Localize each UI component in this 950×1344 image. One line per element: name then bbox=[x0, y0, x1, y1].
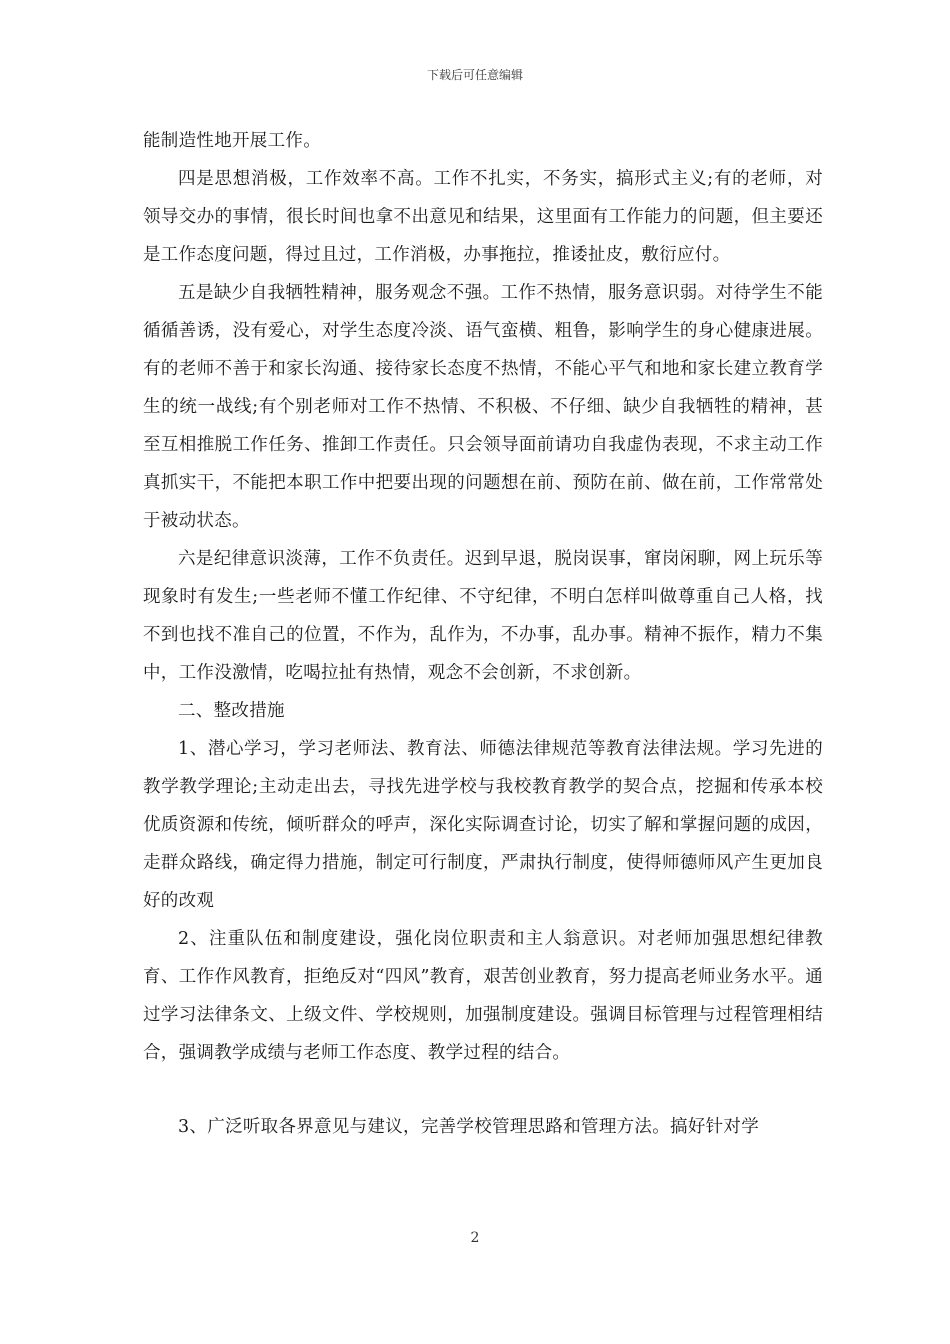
page-number: 2 bbox=[470, 1230, 480, 1246]
measure-3: 3、广泛听取各界意见与建议，完善学校管理思路和管理方法。搞好针对学 bbox=[178, 1117, 760, 1137]
paragraph-gap bbox=[143, 1072, 823, 1108]
measure-1: 1、潜心学习，学习老师法、教育法、师德法律规范等教育法律法规。学习先进的教学教学理论;主动走出去，寻找先进学校与我校教育教学的契合点，挖掘和传承本校优质资源和传统，倾听群众的呼声，深化实际调查讨论，切实了解和掌握问题的成因，走群众路线，确定得力措施，制定可行制度，严肃执行制度，使得师德师风产生更加良好的改观 bbox=[143, 739, 823, 911]
section-heading: 二、整改措施 bbox=[178, 701, 285, 721]
page-header: 下载后可任意编辑 bbox=[426, 68, 523, 82]
measure-2: 2、注重队伍和制度建设，强化岗位职责和主人翁意识。对老师加强思想纪律教育、工作作风教育，拒绝反对“四风”教育，艰苦创业教育，努力提高老师业务水平。通过学习法律条文、上级文件、学校规则，加强制度建设。强调目标管理与过程管理相结合，强调教学成绩与老师工作态度、教学过程的结合。 bbox=[143, 929, 823, 1063]
paragraph-continuation: 能制造性地开展工作。 bbox=[143, 131, 321, 151]
paragraph-five: 五是缺少自我牺牲精神，服务观念不强。工作不热情，服务意识弱。对待学生不能循循善诱，没有爱心，对学生态度冷淡、语气蛮横、粗鲁，影响学生的身心健康进展。有的老师不善于和家长沟通、接待家长态度不热情，不能心平气和地和家长建立教育学生的统一战线;有个别老师对工作不热情、不积极、不仔细、缺少自我牺牲的精神，甚至互相推脱工作任务、推卸工作责任。只会领导面前请功自我虚伪表现，不求主动工作真抓实干，不能把本职工作中把要出现的问题想在前、预防在前、做在前，工作常常处于被动状态。 bbox=[143, 283, 823, 531]
paragraph-four: 四是思想消极，工作效率不高。工作不扎实，不务实，搞形式主义;有的老师，对领导交办的事情，很长时间也拿不出意见和结果，这里面有工作能力的问题，但主要还是工作态度问题，得过且过，工作消极，办事拖拉，推诿扯皮，敷衍应付。 bbox=[143, 169, 823, 265]
paragraph-six: 六是纪律意识淡薄，工作不负责任。迟到早退，脱岗误事，窜岗闲聊，网上玩乐等现象时有发生;一些老师不懂工作纪律、不守纪律，不明白怎样叫做尊重自己人格，找不到也找不准自己的位置，不作为，乱作为，不办事，乱办事。精神不振作，精力不集中，工作没激情，吃喝拉扯有热情，观念不会创新，不求创新。 bbox=[143, 549, 823, 683]
document-body bbox=[143, 122, 823, 1146]
